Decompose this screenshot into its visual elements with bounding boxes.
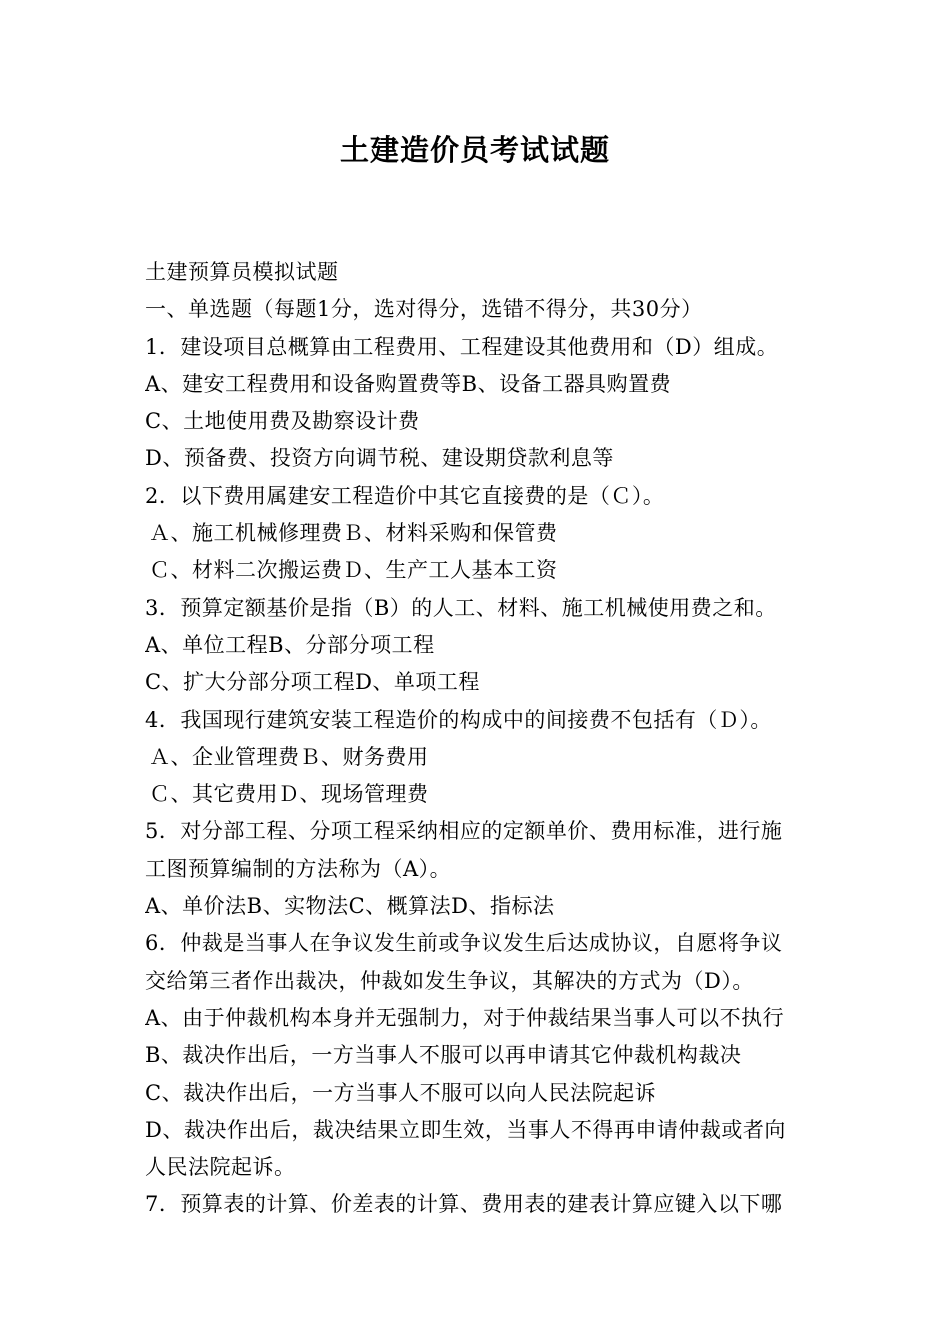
question-7: 7．预算表的计算、价差表的计算、费用表的建表计算应键入以下哪: [145, 1192, 783, 1217]
document-title: 土建造价员考试试题: [339, 133, 610, 167]
question-2-options-ab: Ａ、施工机械修理费Ｂ、材料采购和保管费: [149, 521, 558, 546]
question-6-option-d: D、裁决作出后，裁决结果立即生效，当事人不得再申请仲裁或者向: [145, 1117, 786, 1142]
question-4: 4．我国现行建筑安装工程造价的构成中的间接费不包括有（Ｄ）。: [145, 707, 772, 732]
question-6-option-a: A、由于仲裁机构本身并无强制力，对于仲裁结果当事人可以不执行: [145, 1005, 785, 1030]
question-5-continued: 工图预算编制的方法称为（A）。: [145, 856, 452, 881]
question-4-options-cd: Ｃ、其它费用Ｄ、现场管理费: [149, 782, 429, 807]
question-5-options: A、单价法B、实物法C、概算法D、指标法: [145, 894, 555, 919]
question-6: 6．仲裁是当事人在争议发生前或争议发生后达成协议，自愿将争议: [145, 931, 783, 956]
question-2-options-cd: Ｃ、材料二次搬运费Ｄ、生产工人基本工资: [149, 558, 558, 583]
question-3: 3．预算定额基价是指（B）的人工、材料、施工机械使用费之和。: [145, 595, 777, 620]
question-1-options-ab: A、建安工程费用和设备购置费等B、设备工器具购置费: [145, 371, 672, 396]
question-1-option-d: D、预备费、投资方向调节税、建设期贷款利息等: [145, 446, 614, 471]
question-6-option-b: B、裁决作出后，一方当事人不服可以再申请其它仲裁机构裁决: [145, 1043, 742, 1068]
question-3-options-cd: C、扩大分部分项工程D、单项工程: [145, 670, 480, 695]
question-6-continued: 交给第三者作出裁决，仲裁如发生争议，其解决的方式为（D）。: [145, 968, 754, 993]
question-6-option-c: C、裁决作出后，一方当事人不服可以向人民法院起诉: [145, 1080, 657, 1105]
question-1: 1．建设项目总概算由工程费用、工程建设其他费用和（D）组成。: [145, 334, 779, 359]
document-body: [145, 254, 810, 1224]
question-2: 2．以下费用属建安工程造价中其它直接费的是（Ｃ）。: [145, 483, 665, 508]
section-heading: 土建预算员模拟试题: [145, 260, 339, 284]
question-group-heading: 一、单选题（每题1分，选对得分，选错不得分，共30分）: [145, 297, 703, 322]
question-5: 5．对分部工程、分项工程采纳相应的定额单价、费用标准，进行施: [145, 819, 783, 844]
question-1-option-c: C、土地使用费及勘察设计费: [145, 409, 420, 434]
question-3-options-ab: A、单位工程B、分部分项工程: [145, 632, 435, 657]
question-4-options-ab: Ａ、企业管理费Ｂ、财务费用: [149, 744, 429, 769]
question-6-option-d-continued: 人民法院起诉。: [145, 1155, 296, 1180]
